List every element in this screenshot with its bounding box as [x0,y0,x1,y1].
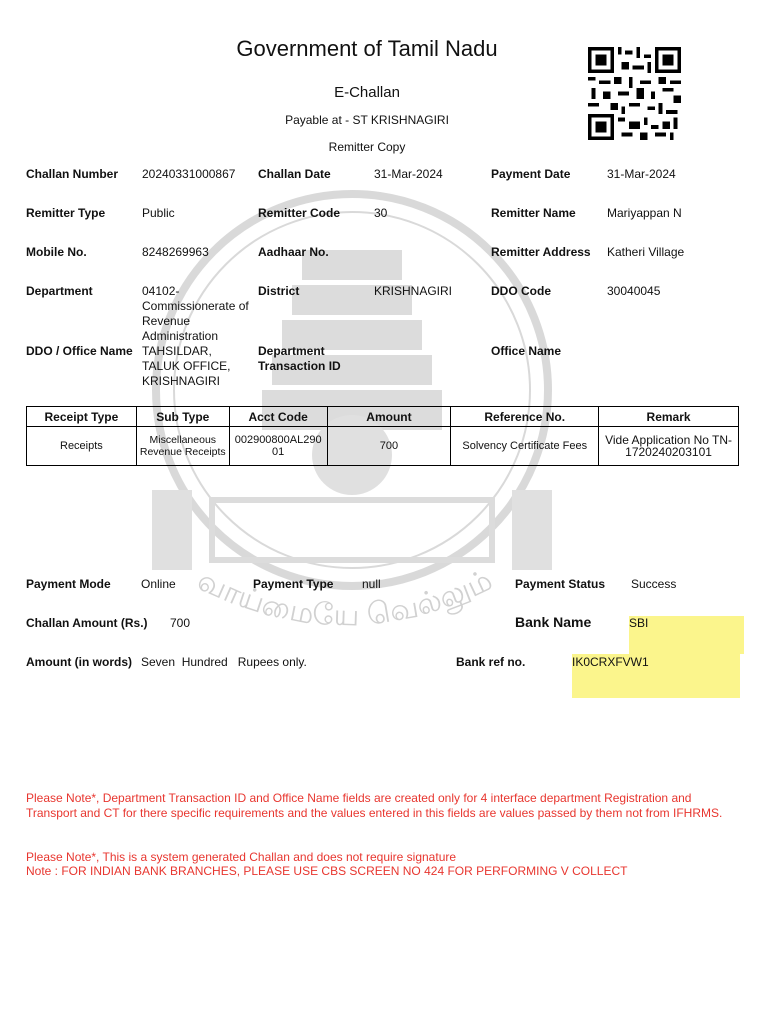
qr-code [588,47,681,140]
mobile-no-value: 8248269963 [142,245,209,259]
reference-no-cell: Solvency Certificate Fees [451,427,599,466]
receipt-table [26,406,739,466]
challan-number-label: Challan Number [26,167,119,181]
receipt-table-header-row [27,407,739,427]
remitter-code-label: Remitter Code [258,206,341,220]
bank-ref-highlight [572,654,740,698]
payment-mode-value: Online [141,577,176,591]
sub-type-header: Sub Type [136,407,229,427]
amount-words-value: Seven Hundred Rupees only. [141,655,307,669]
bank-name-value: SBI [629,616,649,630]
ddo-code-value: 30040045 [607,284,661,298]
emblem-motto-watermark [130,520,560,670]
document-type: E-Challan [334,84,400,101]
svg-text:வாய்மையே வெல்லும் [192,563,498,634]
district-label: District [258,284,300,298]
remark-header: Remark [599,407,739,427]
remitter-address-value: Katheri Village [607,245,685,259]
department-value: 04102-Commissionerate of Revenue Administration [142,284,249,343]
ddo-office-name-label: DDO / Office Name [26,344,133,358]
bank-ref-no-value: IK0CRXFVW1 [572,655,649,669]
receipt-type-header: Receipt Type [27,407,137,427]
department-label: Department [26,284,93,298]
remitter-code-value: 30 [374,206,388,220]
remitter-type-label: Remitter Type [26,206,106,220]
payment-mode-label: Payment Mode [26,577,111,591]
challan-amount-value: 700 [170,616,191,630]
office-name-label: Office Name [491,344,562,358]
reference-no-header: Reference No. [451,407,599,427]
amount-header: Amount [327,407,451,427]
challan-date-value: 31-Mar-2024 [374,167,443,181]
amount-cell: 700 [327,427,451,466]
receipt-type-cell: Receipts [27,427,137,466]
aadhaar-no-label: Aadhaar No. [258,245,329,259]
remitter-name-label: Remitter Name [491,206,576,220]
ddo-code-label: DDO Code [491,284,551,298]
challan-amount-label: Challan Amount (Rs.) [26,616,148,630]
table-row [27,427,739,466]
dept-transaction-id-label: Department Transaction ID [258,344,341,373]
bank-ref-no-label: Bank ref no. [456,655,526,669]
copy-type: Remitter Copy [328,140,406,154]
payment-date-value: 31-Mar-2024 [607,167,676,181]
note-system-generated: Please Note*, This is a system generated Challan and does not require signature [26,850,457,864]
payment-status-value: Success [631,577,677,591]
payment-status-label: Payment Status [515,577,606,591]
acct-code-header: Acct Code [229,407,327,427]
remark-cell: Vide Application No TN-1720240203101 [599,427,739,466]
document-title: Government of Tamil Nadu [236,36,498,61]
amount-words-label: Amount (in words) [26,655,132,669]
payment-date-label: Payment Date [491,167,571,181]
payable-at: Payable at - ST KRISHNAGIRI [285,113,449,127]
motto-text: வாய்மையே வெல்லும் [192,562,498,634]
bank-name-label: Bank Name [515,614,592,630]
district-value: KRISHNAGIRI [374,284,453,298]
mobile-no-label: Mobile No. [26,245,87,259]
challan-date-label: Challan Date [258,167,331,181]
remitter-address-label: Remitter Address [491,245,591,259]
ddo-office-name-value: TAHSILDAR, TALUK OFFICE, KRISHNAGIRI [142,344,231,388]
note-transaction-id: Please Note*, Department Transaction ID and Office Name fields are created only for 4 interface department Registration and Transport and CT for there specific requirements and the values entered in this fields are values passed by them not from IFHRMS. [26,791,723,820]
remitter-name-value: Mariyappan N [607,206,682,220]
note-indian-bank: Note : FOR INDIAN BANK BRANCHES, PLEASE USE CBS SCREEN NO 424 FOR PERFORMING V COLLECT [26,864,628,878]
payment-type-value: null [362,577,381,591]
remitter-type-value: Public [142,206,175,220]
challan-number-value: 20240331000867 [142,167,236,181]
sub-type-cell: Miscellaneous Revenue Receipts [136,427,229,466]
acct-code-cell: 002900800AL29001 [229,427,327,466]
bank-name-highlight [629,616,744,654]
payment-type-label: Payment Type [253,577,334,591]
